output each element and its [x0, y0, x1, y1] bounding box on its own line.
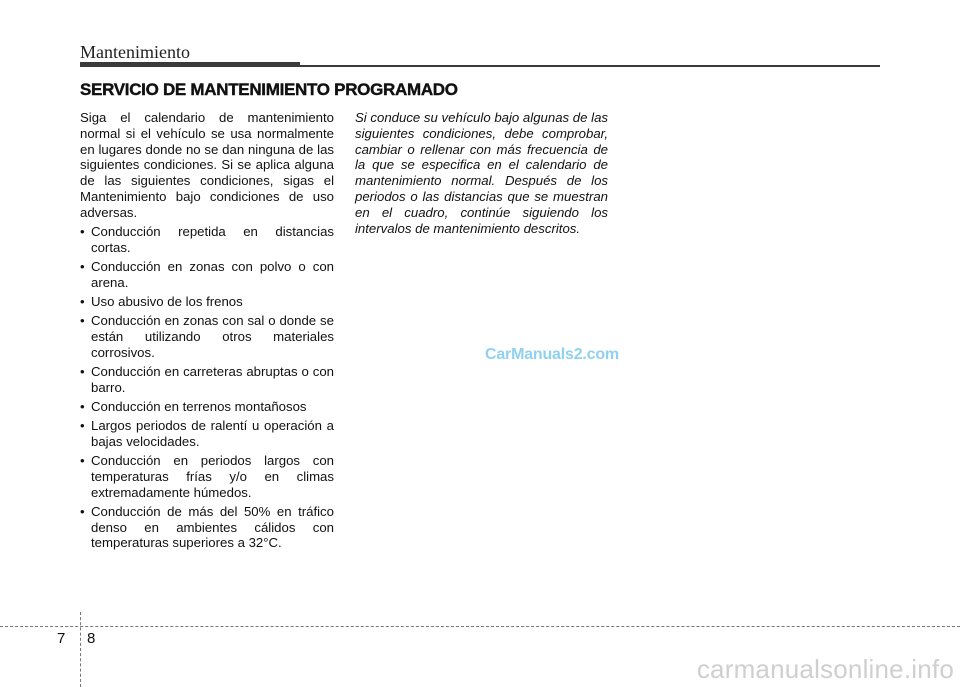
page-number-divider: [80, 612, 81, 687]
list-item: • Uso abusivo de los frenos: [80, 294, 334, 310]
header-rule-thin: [300, 65, 880, 67]
list-item: • Conducción de más del 50% en tráfico denso en ambientes cálidos con temperaturas superiores a 32°C.: [80, 504, 334, 551]
left-column: [80, 110, 334, 551]
list-item: • Conducción en periodos largos con temperaturas frías y/o en climas extremadamente húmedos.: [80, 453, 334, 500]
intro-paragraph: Siga el calendario de mantenimiento normal si el vehículo se usa normalmente en lugares donde no se dan ninguna de las siguientes condiciones. Si se aplica alguna de las siguientes condiciones, sigas el Mantenimiento bajo condiciones de uso adversas.: [80, 110, 334, 220]
page-heading: SERVICIO DE MANTENIMIENTO PROGRAMADO: [80, 80, 458, 99]
list-item: • Conducción en carreteras abruptas o con barro.: [80, 364, 334, 396]
list-item: • Largos periodos de ralentí u operación a bajas velocidades.: [80, 418, 334, 450]
section-title: Mantenimiento: [80, 42, 190, 62]
bottom-divider: [0, 626, 960, 627]
list-item: • Conducción en terrenos montañosos: [80, 399, 334, 415]
conditions-list: [80, 224, 334, 551]
list-item: • Conducción repetida en distancias cortas.: [80, 224, 334, 256]
footer-site-watermark[interactable]: carmanualsonline.info: [696, 654, 954, 684]
watermark-link[interactable]: CarManuals2.com: [485, 346, 619, 363]
page-number: 8: [87, 630, 96, 647]
chapter-number: 7: [57, 630, 66, 647]
list-item: • Conducción en zonas con sal o donde se están utilizando otros materiales corrosivos.: [80, 313, 334, 360]
right-column-note: Si conduce su vehículo bajo algunas de las siguientes condiciones, debe comprobar, cambiar o rellenar con más frecuencia de la que se especifica en el calendario de mantenimiento normal. Después de los periodos o las distancias que se muestran en el cuadro, continúe siguiendo los intervalos de mantenimiento descritos.: [355, 110, 608, 236]
header-rule-thick: [80, 62, 300, 67]
list-item: • Conducción en zonas con polvo o con arena.: [80, 259, 334, 291]
